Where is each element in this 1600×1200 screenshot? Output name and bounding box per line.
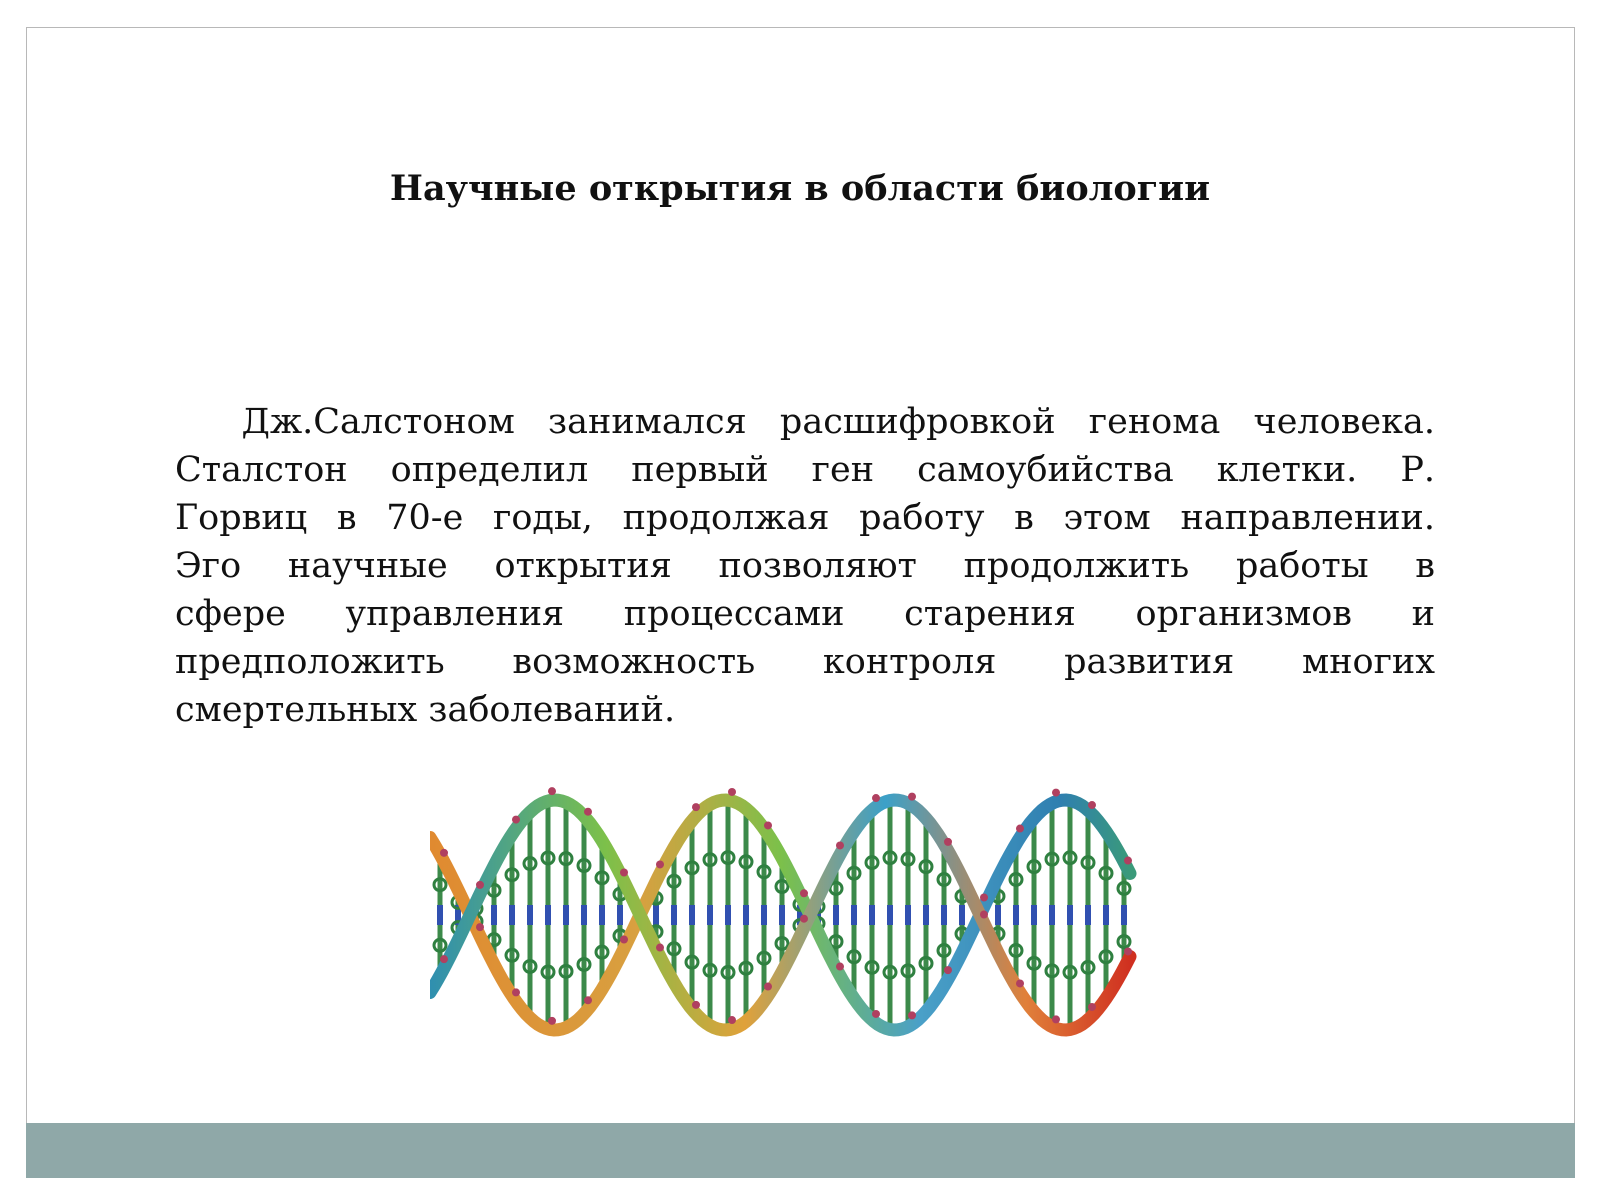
phosphate-knob [1052, 1015, 1060, 1023]
phosphate-knob [1124, 947, 1132, 955]
phosphate-knob [800, 915, 808, 923]
phosphate-knob [836, 841, 844, 849]
phosphate-knob [1124, 857, 1132, 865]
body-line: Эго научные открытия позволяют продолжить работы в [175, 546, 1435, 586]
phosphate-knob [476, 881, 484, 889]
phosphate-knob [656, 860, 664, 868]
phosphate-knob [620, 868, 628, 876]
phosphate-knob [692, 803, 700, 811]
body-line: сфере управления процессами старения организмов и [175, 594, 1435, 634]
phosphate-knob [908, 793, 916, 801]
phosphate-knob [548, 1017, 556, 1025]
phosphate-knob [692, 1001, 700, 1009]
phosphate-knob [980, 910, 988, 918]
phosphate-knob [476, 923, 484, 931]
phosphate-knob [656, 944, 664, 952]
body-line: Горвиц в 70-е годы, продолжая работу в этом направлении. [175, 498, 1435, 538]
phosphate-knob [512, 988, 520, 996]
slide-title: Научные открытия в области биологии [389, 168, 1211, 209]
phosphate-knob [1088, 1003, 1096, 1011]
phosphate-knob [944, 966, 952, 974]
phosphate-knob [764, 983, 772, 991]
dna-helix-image [430, 755, 1150, 1085]
phosphate-knob [872, 1010, 880, 1018]
phosphate-knob [512, 816, 520, 824]
phosphate-knob [620, 936, 628, 944]
phosphate-knob [944, 838, 952, 846]
phosphate-knob [548, 787, 556, 795]
phosphate-knob [836, 963, 844, 971]
phosphate-knob [800, 889, 808, 897]
phosphate-knob [872, 794, 880, 802]
phosphate-knob [1016, 979, 1024, 987]
phosphate-knob [1052, 789, 1060, 797]
phosphate-knob [584, 996, 592, 1004]
phosphate-knob [1088, 801, 1096, 809]
phosphate-knob [728, 1016, 736, 1024]
phosphate-knob [584, 808, 592, 816]
phosphate-knob [908, 1011, 916, 1019]
footer-bar [26, 1123, 1575, 1178]
phosphate-knob [980, 894, 988, 902]
body-line: Сталстон определил первый ген самоубийства клетки. Р. [175, 450, 1435, 490]
phosphate-knob [728, 788, 736, 796]
body-line: предположить возможность контроля развития многих [175, 642, 1435, 682]
phosphate-knob [764, 821, 772, 829]
phosphate-knob [1016, 825, 1024, 833]
phosphate-knob [440, 849, 448, 857]
slide-body-text [175, 398, 1435, 734]
phosphate-knob [440, 955, 448, 963]
body-line: Дж.Салстоном занимался расшифровкой генома человека. [175, 402, 1435, 442]
body-line: смертельных заболеваний. [175, 690, 676, 730]
